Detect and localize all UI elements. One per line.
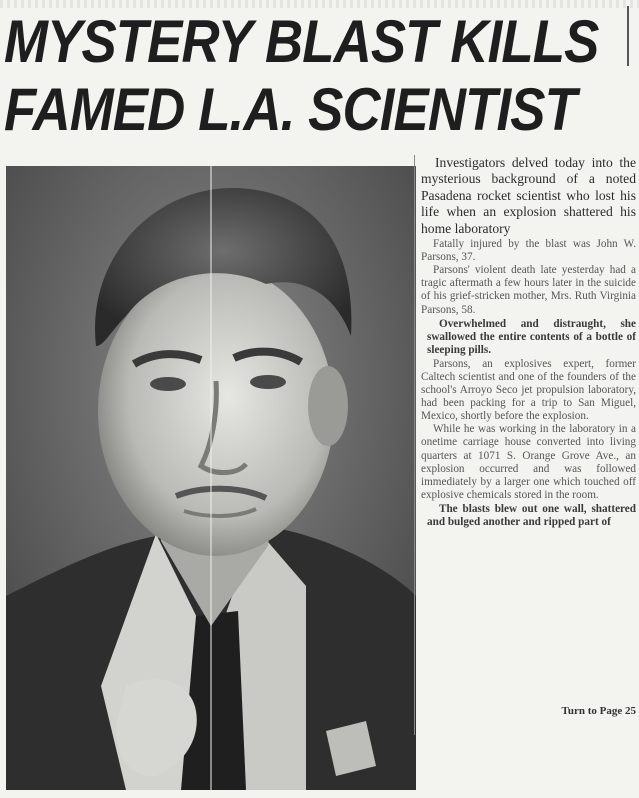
headline [4,8,599,144]
torn-edge [0,0,639,8]
article-paragraph: While he was working in the laboratory in a onetime carriage house converted into living quarters at 1071 S. Orange Grove Ave., an explosion occurred and was followed immediately by a larger one which touched off explosive chemicals stored in the room. [421,423,636,501]
portrait-illustration [6,166,416,790]
headline-line-1: MYSTERY BLAST KILLS [4,8,599,75]
column-rule [627,6,629,66]
article-lead: Investigators delved today into the mysterious background of a noted Pasadena rocket scientist who lost his life when an explosion shattered his home laboratory [421,155,636,236]
article-paragraph: Parsons' violent death late yesterday had a tragic aftermath a few hours later in the suicide of his grief-stricken mother, Mrs. Ruth Virginia Parsons, 58. [421,264,636,316]
headline-line-2: FAMED L.A. SCIENTIST [4,76,577,143]
article-column [414,155,636,735]
jump-line: Turn to Page 25 [561,705,636,717]
portrait-photo [6,166,416,790]
article-paragraph: Fatally injured by the blast was John W. Parsons, 37. [421,238,636,264]
article-paragraph-bold: Overwhelmed and distraught, she swallowed the entire contents of a bottle of sleeping pills. [427,317,636,356]
article-paragraph: Parsons, an explosives expert, former Caltech scientist and one of the founders of the school's Arroyo Seco jet propulsion laboratory, had been packing for a trip to San Miguel, Mexico, shortly before the explosion. [421,357,636,423]
article-paragraph-bold: The blasts blew out one wall, shattered and bulged another and ripped part of [427,502,636,528]
